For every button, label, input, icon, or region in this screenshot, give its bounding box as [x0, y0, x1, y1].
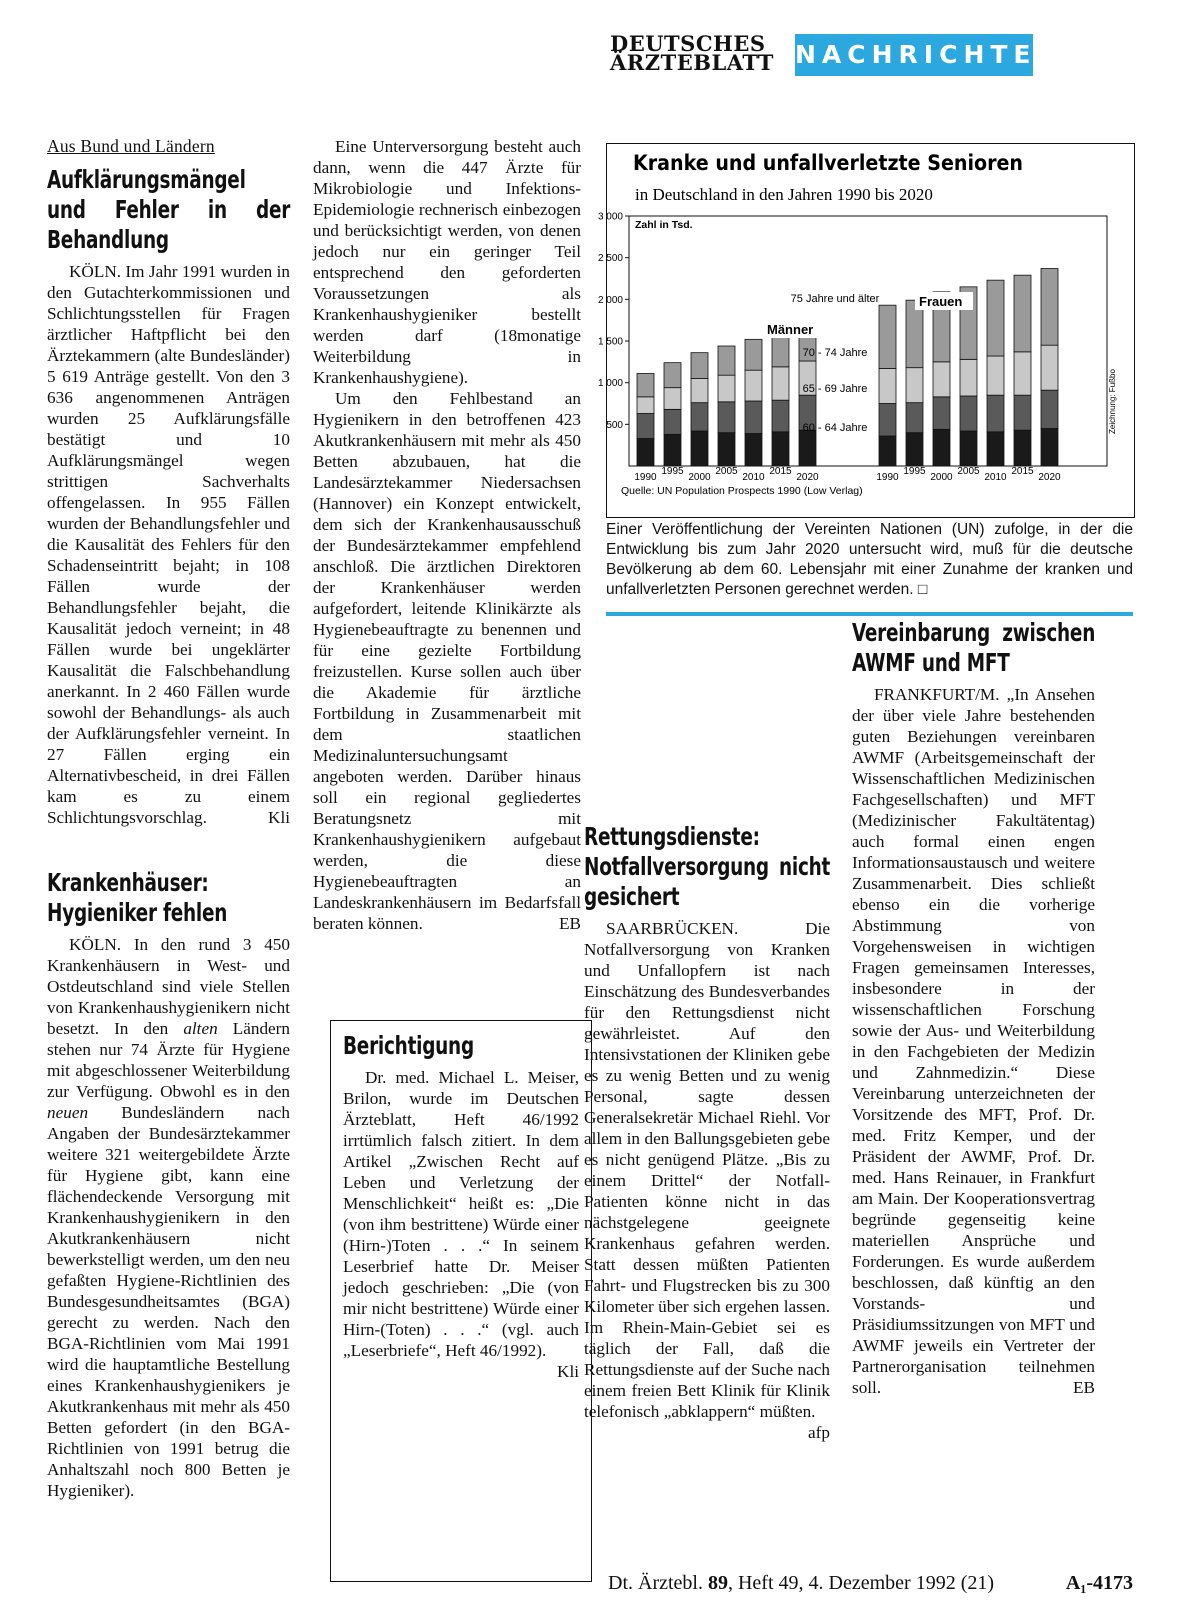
legend-label: 70 - 74 Jahre [802, 347, 868, 359]
end-mark-icon: □ [917, 581, 928, 598]
y-tick-label: 3 000 [597, 211, 623, 223]
y-tick-label: 2 500 [597, 253, 623, 265]
bar-segment [987, 280, 1004, 356]
bar-segment [987, 432, 1004, 466]
bar-segment [906, 300, 923, 368]
bar-segment [879, 369, 896, 404]
group-label: Frauen [919, 294, 963, 309]
bar-segment [1041, 390, 1058, 428]
x-tick-label: 2005 [715, 466, 738, 477]
bar-segment [772, 400, 789, 432]
correction-title: Berichtigung [343, 1031, 474, 1060]
chart-title: Kranke und unfallverletzte Senioren [633, 151, 1023, 175]
x-tick-label: 2005 [957, 466, 980, 477]
chart-subtitle: in Deutschland in den Jahren 1990 bis 2020 [635, 185, 933, 204]
bar-segment [772, 367, 789, 400]
article-2-signature: EB [559, 914, 581, 933]
x-tick-label: 2010 [984, 472, 1007, 483]
bar-segment [799, 430, 816, 466]
x-tick-label: 1995 [661, 466, 684, 477]
logo-line-2: ÄRZTEBLATT [610, 50, 774, 75]
x-tick-label: 2020 [796, 472, 819, 483]
article-2-paragraph-3: Um den Fehlbestand an Hygienikern in den betroffenen 423 Akutkrankenhäusern mit mehr als 450 Betten abzubauen, hat die Landesärztekammer Niedersachsen (Hannover) ein Konzept entwickelt, dem sich der Krankenhausausschuß der Bundesärztekammer empfehlend anschloß. Die ärztlichen Direktoren der Krankenhäuser werden aufgefordert, leitende Klinikärzte als Hygienebeauftragte zu benennen und für eine gezielte Fortbildung freizustellen. Kurse sollen auch über die Akademie für ärztliche Fortbildung in Zusammenarbeit mit dem staatlichen Medizinaluntersuchungsamt angeboten werden. Darüber hinaus soll ein regional gegliedertes Beratungsnetz mit Krankenhaushygienikern aufgebaut werden, die diese Hygienebeauftragten an Landeskrankenhäusern im Bedarfsfall beraten können. EB [313, 389, 581, 933]
chart-credit: Zeichnung: Fußbo [1108, 369, 1117, 434]
emph-neuen: neuen [47, 1103, 89, 1122]
y-tick-label: 1 000 [597, 378, 623, 390]
bar-segment [718, 402, 735, 433]
article-4-title: Vereinbarung zwischen AWMF und MFT [852, 618, 1096, 677]
bar-segment [879, 404, 896, 437]
bar-chart [597, 144, 1134, 517]
bar-segment [1041, 429, 1058, 467]
group-label: Männer [767, 322, 814, 337]
chart-caption: Einer Veröffentlichung der Vereinten Nationen (UN) zufolge, in der die Entwicklung bis zum Jahr 2020 untersucht wird, muß für die deutsche Bevölkerung ab dem 60. Lebensjahr mit einer Zunahme der kranken und unfallverletzten Personen gerechnet werden. □ [606, 521, 1133, 598]
column-2 [313, 136, 581, 934]
correction-signature: Kli [557, 1362, 579, 1381]
bar-segment [745, 370, 762, 401]
x-tick-label: 2015 [769, 466, 792, 477]
bar-segment [718, 433, 735, 466]
footer-issue: , Heft 49, 4. Dezember 1992 (21) [727, 1572, 995, 1594]
x-tick-label: 2020 [1038, 472, 1061, 483]
footer-page: A₁-4173 [1065, 1572, 1133, 1594]
article-3-body: SAARBRÜCKEN. Die Notfallversorgung von Kranken und Unfallopfern ist nach Einschätzung des Bundesverbandes für den Rettungsdienst nicht gewährleistet. Auf den Intensivstationen der Kliniken gebe es zu wenig Betten und zu wenig Personal, sagte dessen Generalsekretär Michael Riehl. Vor allem in den Ballungsgebieten gebe es nicht genügend Plätze. „Bis zu einem Drittel“ der Notfall-Patienten könne nicht in das nächstgelegene geeignete Krankenhaus gefahren werden. Statt dessen müßten Patienten Fahrt- und Flugstrecken bis zu 300 Kilometer über sich ergehen lassen. Im Rhein-Main-Gebiet sei es täglich der Fall, daß die Rettungsdienste auf der Suche nach einem freien Bett Klinik für Klinik telefonisch „abklappern“ müßten. afp [584, 919, 830, 1442]
article-3-title: Rettungsdienste: Notfallversorgung nicht gesichert [584, 822, 831, 911]
bar-segment [1014, 275, 1031, 352]
bar-segment [906, 403, 923, 433]
bar-segment [691, 403, 708, 431]
page-footer [608, 1572, 1133, 1595]
article-1-title: Aufklärungsmängel und Fehler in der Behandlung [47, 165, 291, 254]
y-tick-label: 1 500 [597, 336, 623, 348]
footer-journal: Dt. Ärztebl. [608, 1572, 703, 1594]
masthead [610, 31, 1130, 76]
bar-segment [906, 433, 923, 466]
correction-box [330, 1020, 592, 1582]
bar-segment [664, 388, 681, 410]
article-1-signature: Kli [268, 808, 290, 827]
article-4-signature: EB [1073, 1378, 1095, 1397]
bar-segment [879, 305, 896, 368]
column-1 [47, 136, 290, 1501]
bar-segment [637, 414, 654, 439]
x-tick-label: 1990 [876, 472, 899, 483]
bar-segment [637, 374, 654, 397]
bar-segment [772, 432, 789, 466]
bar-segment [933, 397, 950, 430]
y-tick-label: 500 [606, 419, 623, 431]
footer-volume: 89 [707, 1572, 728, 1594]
x-tick-label: 2010 [742, 472, 765, 483]
bar-segment [960, 431, 977, 466]
bar-segment [987, 395, 1004, 432]
journal-logo [610, 31, 785, 75]
bar-segment [1041, 269, 1058, 346]
bar-segment [1014, 352, 1031, 395]
bar-segment [960, 359, 977, 396]
bar-segment [745, 401, 762, 434]
unit-label: Zahl in Tsd. [635, 219, 693, 231]
bar-segment [745, 339, 762, 370]
bar-segment [637, 397, 654, 414]
bar-segment [664, 409, 681, 434]
bar-segment [1041, 345, 1058, 390]
legend-label: 65 - 69 Jahre [802, 383, 868, 395]
article-3-signature: afp [808, 1423, 830, 1442]
bar-segment [718, 346, 735, 375]
section-tag: NACHRICHTEN [795, 34, 1033, 76]
article-2-paragraph-1: KÖLN. In den rund 3 450 Krankenhäusern in West- und Ostdeutschland sind viele Stellen von Krankenhaushygienikern nicht besetzt. In den alten Ländern stehen nur 74 Ärzte für Hygiene mit abgeschlossener Weiterbildung zur Verfügung. Obwohl es in den neuen Bundesländern nach Angaben der Bundesärztekammer weitere 321 weitergebildete Ärzte für Hygiene gibt, kann eine flächendeckende Versorgung mit Krankenhaushygienikern in den Akutkrankenhäusern nicht bewerkstelligt werden, um den neu gefaßten Hygiene-Richtlinien des Bundesgesundheitsamtes (BGA) gerecht zu werden. Nach den BGA-Richtlinien vom Mai 1991 wird die hauptamtliche Bestellung eines Krankenhaushygienikers je Akutkrankenhaus mit mehr als 450 Betten gefordert (in den BGA-Richtlinien von 1991 betrug die Anhaltszahl noch 800 Betten je Hygieniker). [47, 935, 290, 1500]
bar-segment [987, 356, 1004, 395]
bar-segment [1014, 395, 1031, 430]
correction-body: Dr. med. Michael L. Meiser, Brilon, wurde im Deutschen Ärzteblatt, Heft 46/1992 irrtümlich falsch zitiert. In dem Artikel „Zwischen Recht auf Leben und Verletzung der Menschlichkeit“ heißt es: „Die (von ihm bestrittene) Würde einer (Hirn-)Toten . . .“ In seinem Leserbrief hatte Dr. Meiser jedoch geschrieben: „Die (von mir nicht bestrittene) Würde einer Hirn-(Toten) . . .“ (vgl. auch „Leserbriefe“, Heft 46/1992). Kli [343, 1068, 579, 1381]
x-tick-label: 1995 [903, 466, 926, 477]
column-3 [584, 622, 830, 1443]
article-4-body: FRANKFURT/M. „In Ansehen der über viele Jahre bestehenden guten Beziehungen vereinbaren AWMF (Arbeitsgemeinschaft der Wissenschaftlichen Medizinischen Fachgesellschaften) und MFT (Medizinischer Fakultätentag) auch formal einen engen Informationsaustausch und weitere Zusammenarbeit. Dies schließt ebenso ein die vorherige Abstimmung von Vorgehensweisen in wichtigen Fragen gemeinsamen Interesses, insbesondere in der wissenschaftlichen Forschung sowie der Aus- und Weiterbildung in den Fachgebieten der Medizin und Zahnmedizin.“ Diese Vereinbarung unterzeichneten der Vorsitzende des MFT, Prof. Dr. med. Fritz Kemper, und der Präsident der AWMF, Prof. Dr. med. Hans Reinauer, in Frankfurt am Main. Der Kooperationsvertrag begründe gegenseitig keine materiellen Ansprüche und Forderungen. Es wurde außerdem beschlossen, daß künftig an den Vorstands- und Präsidiumssitzungen von MFT und AWMF jeweils ein Vertreter der Partnerorganisation teilnehmen soll. EB [852, 685, 1095, 1397]
logo-line-1: DEUTSCHES [610, 31, 766, 56]
bar-segment [933, 429, 950, 466]
bar-segment [691, 431, 708, 466]
bar-segment [664, 434, 681, 466]
x-tick-label: 2015 [1011, 466, 1034, 477]
rubric: Aus Bund und Ländern [47, 136, 215, 156]
bar-segment [664, 363, 681, 388]
chart-source: Quelle: UN Population Prospects 1990 (Low Verlag) [621, 485, 863, 497]
bar-segment [718, 375, 735, 402]
y-tick-label: 2 000 [597, 294, 623, 306]
bar-segment [933, 362, 950, 397]
blue-divider [606, 612, 1133, 616]
bar-segment [745, 434, 762, 467]
article-2-paragraph-2: Eine Unterversorgung besteht auch dann, wenn die 447 Ärzte für Mikrobiologie und Infektions-Epidemiologie rechnerisch einbezogen und berücksichtigt werden, von denen jedoch nur ein geringer Teil entsprechend den geforderten Voraussetzungen als Krankenhaushygieniker bestellt werden darf (18monatige Weiterbildung in Krankenhaushygiene). [313, 137, 581, 387]
legend-label: 75 Jahre und älter [790, 293, 880, 305]
article-1-body: KÖLN. Im Jahr 1991 wurden in den Gutachterkommissionen und Schlichtungsstellen für Fragen ärztlicher Haftpflicht bei den Ärztekammern (alte Bundesländer) 5 619 Anträge gestellt. Von den 3 636 angenommenen Anträgen wurden 25 Aufklärungsfälle bestätigt und 10 Aufklärungsmängel wegen strittigen Sachverhalts offengelassen. In 955 Fällen wurden der Behandlungsfehler und die Kausalität des Fehlers für den Schadenseintritt bejaht; in 108 Fällen wurde der Behandlungsfehler bejaht, die Kausalität jedoch verneint; in 48 Fällen wurde bei ungeklärter Kausalität die Falschbehandlung anerkannt. In 2 460 Fällen wurde sowohl der Behandlungs- als auch der Aufklärungsfehler verneint. In 27 Fällen erging ein Alternativbescheid, in drei Fällen kam es zu einem Schlichtungsvorschlag. Kli [47, 262, 290, 827]
bar-segment [879, 436, 896, 466]
bar-segment [960, 396, 977, 431]
bar-segment [637, 439, 654, 467]
chart-box [597, 143, 1135, 518]
x-tick-label: 2000 [930, 472, 953, 483]
x-tick-label: 2000 [688, 472, 711, 483]
bar-segment [691, 379, 708, 403]
article-2-title: Krankenhäuser: Hygieniker fehlen [47, 868, 228, 927]
bar-segment [691, 353, 708, 379]
bar-segment [906, 368, 923, 403]
x-tick-label: 1990 [634, 472, 657, 483]
legend-label: 60 - 64 Jahre [802, 422, 868, 434]
column-4 [852, 618, 1095, 1398]
emph-alten: alten [183, 1019, 218, 1038]
bar-segment [1014, 430, 1031, 466]
